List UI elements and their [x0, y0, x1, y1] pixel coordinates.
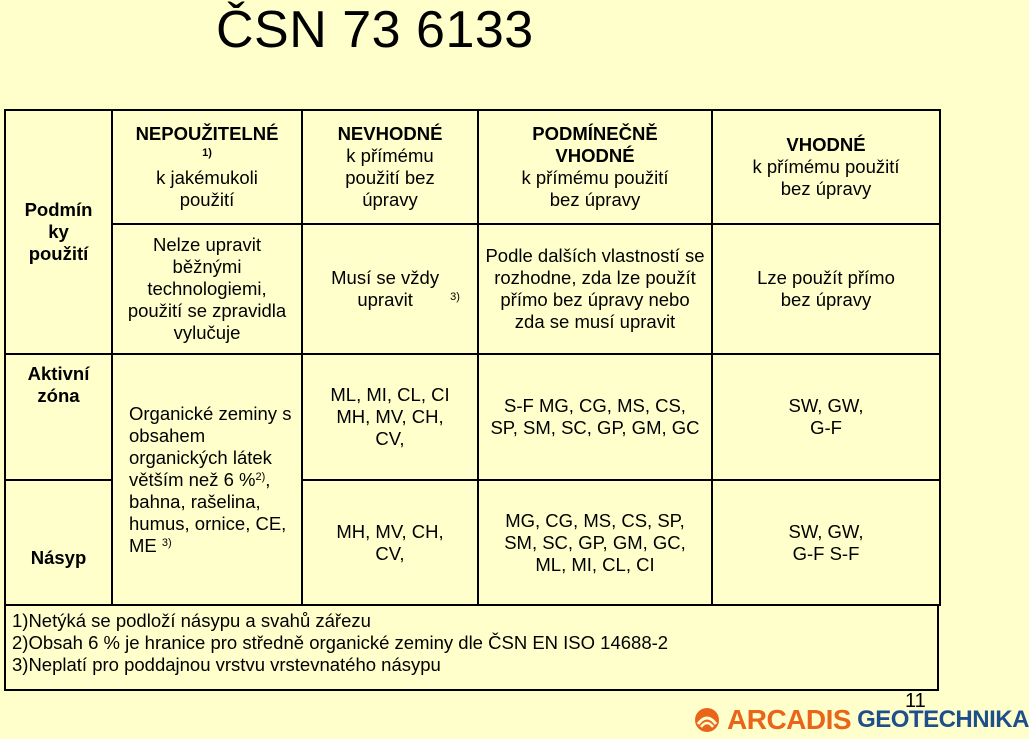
embankment-suitable: SW, GW, G-F S-F — [712, 480, 940, 605]
active-conditional: S-F MG, CG, MS, CS, SP, SM, SC, GP, GM, GC — [478, 354, 712, 480]
header-suitable: VHODNÉ k přímému použití bez úpravy — [712, 110, 940, 224]
header-conditional: PODMÍNEČNĚ VHODNÉ k přímému použití bez úpravy — [478, 110, 712, 224]
conditions-label: Podmín ky použití — [5, 110, 112, 354]
page-title: ČSN 73 6133 — [216, 1, 534, 59]
footnote-1: 1)Netýká se podloží násypu a svahů zářezu — [12, 610, 371, 631]
active-zone-label: Aktivní zóna — [5, 354, 112, 480]
footnotes-box — [4, 604, 939, 691]
embankment-unsuitable: MH, MV, CH, CV, — [302, 480, 478, 605]
logo-sub: GEOTECHNIKA — [857, 706, 1029, 733]
table-row-header — [5, 110, 940, 224]
header-unsuitable: NEVHODNÉ k přímému použití bez úpravy — [302, 110, 478, 224]
header-unusable: NEPOUŽITELNÉ $^{1)}$ k jakémukoli použití — [112, 110, 302, 224]
classification-table — [4, 109, 941, 606]
table-row-description — [5, 224, 940, 354]
footnote-3: 3)Neplatí pro poddajnou vrstvu vrstevnatého násypu — [12, 654, 441, 675]
organic-soils-cell: Organické zeminy s obsahem organických látek větším než 6 %$^{2)}$, bahna, rašelina, humus, ornice, CE, ME $^{3)}$ — [112, 354, 302, 605]
logo-brand: ARCADIS — [727, 704, 852, 735]
desc-unsuitable: Musí se vždy upravit $^{3)}$ — [302, 224, 478, 354]
active-unsuitable: ML, MI, CL, CI MH, MV, CH, CV, — [302, 354, 478, 480]
footnote-2: 2)Obsah 6 % je hranice pro středně organické zeminy dle ČSN EN ISO 14688-2 — [12, 632, 669, 653]
embankment-label: Násyp — [5, 480, 112, 605]
desc-unusable: Nelze upravit běžnými technologiemi, použití se zpravidla vylučuje — [112, 224, 302, 354]
arcadis-logo-icon — [693, 706, 721, 734]
table-row-active-zone — [5, 354, 940, 480]
desc-conditional: Podle dalších vlastností se rozhodne, zda lze použít přímo bez úpravy nebo zda se musí upravit — [478, 224, 712, 354]
arcadis-logo — [693, 704, 1029, 736]
page-number: 11 — [905, 690, 926, 712]
active-suitable: SW, GW, G-F — [712, 354, 940, 480]
embankment-conditional: MG, CG, MS, CS, SP, SM, SC, GP, GM, GC, ML, MI, CL, CI — [478, 480, 712, 605]
desc-suitable: Lze použít přímo bez úpravy — [712, 224, 940, 354]
